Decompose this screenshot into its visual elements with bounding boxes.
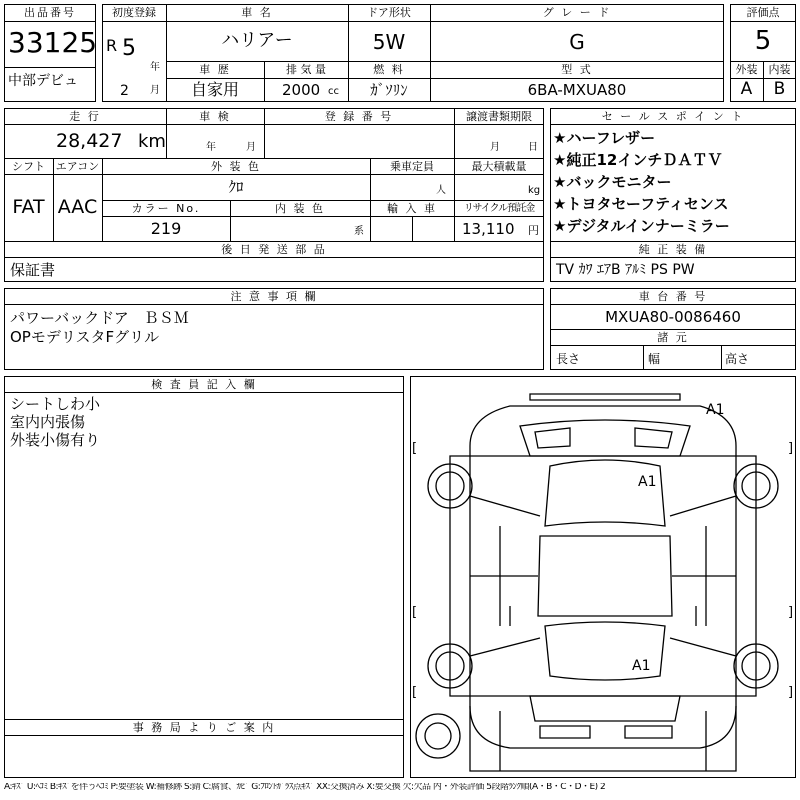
damage-mark: A1: [638, 474, 657, 490]
interior-color-label: 内 装 色: [275, 202, 325, 215]
score-label: 評価点: [746, 6, 780, 19]
interior-grade: B: [773, 79, 786, 99]
inspection-year-unit: 年: [206, 142, 216, 153]
door-type: 5W: [372, 30, 406, 54]
lot-number: 33125: [8, 26, 98, 59]
shift: FAT: [12, 196, 45, 218]
dimensions-label: 諸 元: [657, 331, 689, 344]
equipment-label: 純 正 装 備: [638, 243, 708, 256]
width-label: 幅: [648, 352, 661, 366]
displacement-unit: cc: [328, 86, 339, 97]
displacement-label: 排 気 量: [286, 63, 326, 76]
registration-number-label: 登 録 番 号: [324, 110, 394, 123]
color-number: 219: [150, 219, 182, 238]
notes-label: 注 意 事 項 欄: [230, 290, 318, 303]
chassis-number: MXUA80-0086460: [605, 308, 741, 326]
later-parts-label: 後 日 発 送 部 品: [221, 243, 327, 256]
sales-point: ★ハーフレザー: [553, 129, 656, 147]
diagram-bracket: [: [412, 441, 418, 456]
height-label: 高さ: [725, 352, 750, 366]
import-label: 輸 入 車: [387, 202, 437, 215]
car-diagram: [410, 376, 796, 778]
car-name-label: 車 名: [241, 6, 273, 19]
damage-mark: A1: [706, 402, 725, 418]
interior-label: 内装: [768, 63, 791, 76]
transfer-deadline-label: 譲渡書類期限: [466, 110, 532, 123]
grade: G: [569, 30, 585, 54]
transfer-month-unit: 月: [490, 142, 500, 153]
chassis-label: 車 台 番 号: [638, 290, 708, 303]
mileage: 28,427: [56, 130, 123, 152]
sales-points-label: セ ー ル ス ポ イ ン ト: [601, 110, 745, 123]
diagram-bracket: [: [412, 685, 418, 700]
first-reg-label: 初度登録: [112, 6, 156, 19]
interior-color-unit: 系: [354, 226, 364, 237]
recycle-deposit-unit: 円: [528, 224, 539, 237]
sales-point: ★純正12インチＤＡＴＶ: [553, 151, 723, 169]
recycle-deposit-label: リサイクル預託金: [463, 203, 535, 214]
color-number-label: カラー No.: [131, 202, 201, 215]
sales-point: ★バックモニター: [553, 173, 672, 191]
grade-label: グ レ ー ド: [542, 6, 612, 19]
model-label: 型 式: [561, 63, 593, 76]
year-unit: 年: [150, 62, 160, 73]
note-line: OPモデリスタFグリル: [10, 328, 160, 346]
mileage-label: 走 行: [69, 110, 101, 123]
diagram-bracket: ]: [788, 605, 794, 620]
history: 自家用: [190, 80, 239, 99]
length-label: 長さ: [556, 352, 581, 366]
equipment: TV ｶﾜ ｴｱB ｱﾙﾐ PS PW: [556, 262, 695, 278]
diagram-bracket: [: [412, 605, 418, 620]
exterior-grade: A: [740, 79, 753, 99]
fuel-label: 燃 料: [373, 63, 405, 76]
later-parts: 保証書: [10, 261, 56, 279]
exterior-color-label: 外 装 色: [211, 160, 261, 173]
inspection-month-unit: 月: [246, 142, 256, 153]
displacement: 2000: [282, 81, 321, 99]
max-load-unit: kg: [528, 185, 541, 196]
history-label: 車 歴: [199, 63, 231, 76]
office-notice-label: 事 務 局 よ り ご 案 内: [132, 721, 276, 734]
inspector-label: 検 査 員 記 入 欄: [151, 378, 257, 391]
inspector-note: 室内内張傷: [10, 413, 86, 431]
model-code: 6BA-MXUA80: [527, 81, 627, 99]
capacity-label: 乗車定員: [390, 160, 434, 173]
diagram-bracket: ]: [788, 441, 794, 456]
air-conditioner: AAC: [57, 196, 98, 218]
mileage-unit: km: [138, 131, 166, 152]
sales-point: ★デジタルインナーミラー: [553, 217, 730, 235]
era-mark: R: [106, 36, 118, 55]
lot-label: 出品番号: [24, 6, 76, 19]
note-line: パワーバックドア ＢＳＭ: [10, 309, 189, 327]
exterior-color: ｸﾛ: [228, 178, 244, 196]
ac-label: エアコン: [55, 160, 100, 173]
inspection-label: 車 検: [199, 110, 231, 123]
shift-label: シフト: [12, 160, 45, 173]
door-label: ドア形状: [367, 6, 411, 19]
sales-point: ★トヨタセーフティセンス: [553, 195, 729, 213]
venue-name: 中部デビュ: [8, 73, 78, 89]
transfer-day-unit: 日: [528, 142, 538, 153]
capacity-unit: 人: [436, 185, 446, 196]
max-load-label: 最大積載量: [471, 160, 527, 173]
reg-month: 2: [120, 83, 129, 99]
damage-mark: A1: [632, 658, 651, 674]
recycle-deposit: 13,110: [462, 220, 515, 238]
fuel: ｶﾞｿﾘﾝ: [370, 81, 408, 99]
inspector-note: シートしわ小: [10, 395, 101, 413]
score: 5: [754, 26, 772, 56]
car-name: ハリアー: [221, 30, 293, 51]
reg-year: 5: [122, 36, 136, 61]
month-unit: 月: [150, 85, 160, 96]
inspector-note: 外装小傷有り: [10, 431, 101, 449]
diagram-bracket: ]: [788, 685, 794, 700]
legend: A:ｷｽﾞ U:ﾍｺﾐ B:ｷｽﾞを伴うﾍｺﾐ P:要塗装 W:補修跡 S:錆 C:腐食、ｶﾋﾞ G:ﾌﾛﾝﾄｶﾞﾗｽ点ｷｽﾞ XX:交換済み X:要交換 欠:欠品 内・外装評価 5段階ﾗﾝｸ順(A・B・C・D・E) 2: [4, 783, 606, 792]
exterior-label: 外装: [735, 63, 758, 76]
